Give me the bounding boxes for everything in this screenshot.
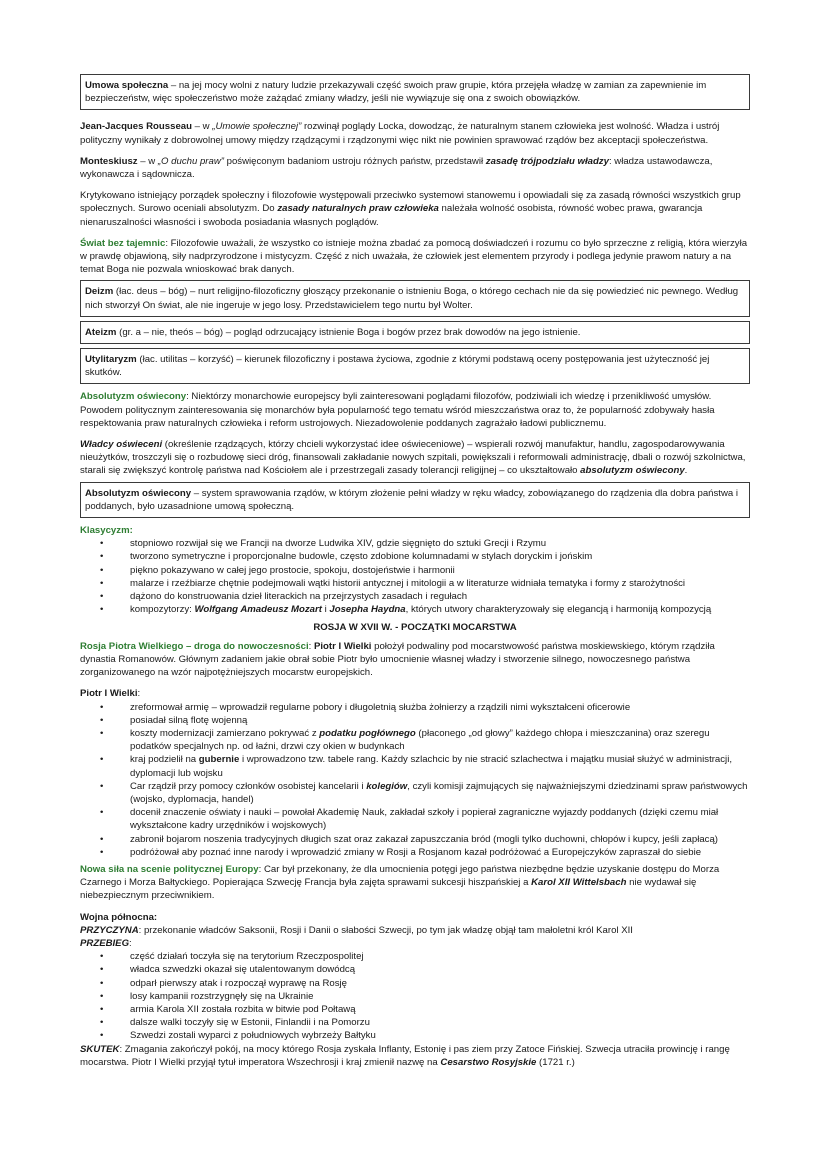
subheading-wojna: Wojna północna: [80,911,158,923]
text: – w [137,155,158,167]
list-item: • tworzono symetryczne i proporcjonalne budowle, często zdobione kolumnadami w stylach doryckim i jońskim [118,550,750,563]
text: : Niektórzy monarchowie europejscy byli zainteresowani poglądami filozofów, podziwiali ich wiedzę i przenikliwość umysłów. Powodem politycznym zainteresowania się monarchów była popularność tego tematu wśród mieszczaństwa oraz to, że popularność zdobywały hasła respektowania praw naturalnych człowieka i reform ustrojowych. Niezadowolenie poddanych zagrażało ładowi publicznemu. [80,391,715,429]
definition-box-absolutyzm [80,482,750,518]
list-piotr [80,701,750,859]
paragraph-swiat [80,237,750,277]
name: Jean-Jacques Rousseau [80,121,192,133]
definition-box-ateizm [80,321,750,344]
work-title: „O duchu praw” [157,155,224,167]
term: Władcy oświeceni [80,439,163,451]
name: Monteskiusz [80,155,138,167]
term: zasady naturalnych praw człowieka [277,203,439,215]
text: poświęconym badaniom ustroju różnych państw, przedstawił [223,155,486,167]
text: koszty modernizacji zamierzano pokrywać z [130,727,320,739]
paragraph-rosja [80,640,750,680]
term: Umowa społeczna [85,80,169,91]
text: i [321,604,330,616]
text: rozwinął poglądy Locka, dowodząc, że naturalnym stanem człowieka jest wolność. Władza i ustrój polityczny wynikały z dobrowolnej umowy między rządzącymi i rządzonymi więc nikt nie powinien sprawować rządów bez akceptacji społeczeństwa. [80,121,720,146]
definition-box-utylitaryzm [80,348,750,384]
text: : [137,688,141,700]
text: Krytykowano istniejący porządek społeczny i filozofowie występowali przeciwko systemowi stanowemu i opowiadali się za zasadą równości wszystkich grup społecznych. Surowo oceniali absolutyzm. Do [80,190,741,215]
skutek-line [80,1043,750,1069]
text: nie wydawał się niebezpiecznym przeciwnikiem. [80,877,697,902]
term: Utylitaryzm [85,354,137,366]
label: PRZEBIEG [80,937,130,949]
term: kolegiów [366,780,408,792]
przebieg-line [80,937,750,950]
list-item: • armia Karola XII została rozbita w bitwie pod Połtawą [118,1003,750,1016]
paragraph-nowa-sila [80,863,750,903]
text: . [684,465,688,477]
text: i wprowadzono tzw. tabele rang. Każdy szlachcic by nie stracić szlachectwa i majątku musiał służyć w administracji, dyplomacji lub wojsku [130,754,732,779]
paragraph-krytyka [80,189,750,229]
label: PRZYCZYNA [80,924,139,936]
composer-name: Wolfgang Amadeusz Mozart [194,604,322,616]
text: położył podwaliny pod mocarstwowość państwa moskiewskiego, którym rządziła dynastia Romanowów. Głównym zadaniem jakie obrał sobie Piotr było umocnienie własnej władzy i stworzenie silnego, nowoczesnego państwa zorganizowanego na wzór najpotężniejszych mocarstw europejskich. [80,640,715,679]
text: , czyli komisji zajmujących się najważniejszymi dziedzinami spraw państwowych (wojsko, dyplomacja, handel) [130,780,748,805]
text: należała wolność osobista, równość wobec prawa, gwarancja nienaruszalności własności i swoboda posiadania własnych poglądów. [80,203,703,228]
definition-text: (gr. a – nie, theós – bóg) – pogląd odrzucający istnienie Boga i bogów przez brak dowodów na jego istnienie. [116,326,581,338]
list-item: • zabronił bojarom noszenia tradycyjnych długich szat oraz zakazał zapuszczania bród (mogli tylko duchowni, chłopów i kupcy, jeśli zapłacą) [118,833,750,846]
composer-name: Josepha Haydna [329,604,406,616]
list-item: • władca szwedzki okazał się utalentowanym dowódcą [118,963,750,976]
list-item: • stopniowo rozwijał się we Francji na dworze Ludwika XIV, gdzie sięgnięto do sztuki Grecji i Rzymu [118,537,750,550]
text: : przekonanie władców Saksonii, Rosji i Danii o słabości Szwecji, po tym jak władzę objął tam małoletni król Karol XII [138,924,633,936]
text: – w [191,121,213,133]
paragraph-monteskiusz [80,155,750,181]
label: SKUTEK [80,1043,120,1055]
subheading-piotr [80,687,750,700]
text: : Zmagania zakończył pokój, na mocy którego Rosja zyskała Inflanty, Estonię i pas ziem przy Zatoce Fińskiej. Szwecja utraciła prowincję i rangę mocarstwa. Piotr I Wielki przyjął tytuł imperatora Wszechrosji i kraj zmienił nazwę na [80,1043,730,1068]
list-item: • odparł pierwszy atak i rozpoczął wyprawę na Rosję [118,977,750,990]
list-item: • docenił znaczenie oświaty i nauki – powołał Akademię Nauk, zakładał szkoły i popierał zagraniczne wyjazdy poddanych (dzięki czemu miał wykształcone kadry urzędników i wojskowych) [118,806,750,832]
term: absolutyzm oświecony [580,465,685,477]
list-item [118,753,750,779]
definition-text: (łac. deus – bóg) – nurt religijno-filozoficzny głoszący przekonanie o istnieniu Boga, o którego cechach nie da się powiedzieć nic pewnego. Według nich stworzył On świat, ale nie ingeruje w jego losy. Przedstawicielem tego nurtu był Wolter. [85,286,739,311]
text: , których utwory charakteryzowały się elegancją i harmoniją kompozycją [405,604,712,616]
work-title: „Umowie społecznej” [212,121,302,133]
list-item: • posiadał silną flotę wojenną [118,714,750,727]
section-heading-klasycyzm: Klasycyzm: [80,525,133,537]
list-item: • dalsze walki toczyły się w Estonii, Finlandii i na Pomorzu [118,1016,750,1029]
list-item [118,603,750,616]
text: : władza ustawodawcza, wykonawcza i sądownicza. [80,155,713,181]
text: (płaconego „od głowy” każdego chłopa i mieszczanina) oraz szeregu podatków specjalnych np. od łaźni, drzwi czy okien w budynkach [130,727,710,753]
definition-text: – system sprawowania rządów, w którym złożenie pełni władzy w ręku władcy, zobowiązanego do rządzenia dla dobra państwa i poddanych, było uzasadnione umową społeczną. [85,487,739,512]
definition-text: – na jej mocy wolni z natury ludzie przekazywali część swoich praw grupie, która przejęła władzę w zamian za zapewnienie im bezpieczeństw, więc społeczeństwo może zażądać zmiany władzy, jeśli nie wywiązuje się ona z swoich obowiązków. [85,80,707,105]
list-item [118,727,750,753]
chapter-title: ROSJA W XVII W. - POCZĄTKI MOCARSTWA [313,621,517,633]
list-item: • dążono do konstruowania dzieł literackich na przejrzystych zasadach i regułach [118,590,750,603]
list-przebieg [80,950,750,1042]
list-item: • losy kampanii rozstrzygnęły się na Ukrainie [118,990,750,1003]
term: Absolutyzm oświecony [85,487,192,499]
term: Deizm [85,286,114,298]
term: zasadę trójpodziału władzy [485,155,609,167]
list-item: • malarze i rzeźbiarze chętnie podejmowali wątki historii antycznej i mitologii a w literaturze widniała tematyka i formy z starożytności [118,577,750,590]
text: : Filozofowie uważali, że wszystko co istnieje można zbadać za pomocą doświadczeń i rozumu co było sprzeczne z religią, która wierzyła w prawdę objawioną, siły nadprzyrodzone i mistycyzm. Część z nich uważała, że człowiek jest elementem przyrody i podlega jedynie prawom natury a na temat Boga nie pozwala wnioskować brak danych. [80,237,748,276]
text: : Car był przekonany, że dla umocnienia potęgi jego państwa niezbędne będzie uzyskanie dostępu do Morza Czarnego i Morza Bałtyckiego. Popierająca Szwecję Francja była zajęta sprawami sukcesji hiszpańskiej a [80,863,720,889]
section-heading: Rosja Piotra Wielkiego – droga do nowoczesności [80,640,309,652]
section-heading: Świat bez tajemnic [80,237,166,249]
list-item: • podróżował aby poznać inne narody i wprowadzić zmiany w Rosji a Rosjanom kazał podróżować a Europejczyków zapraszał do siebie [118,846,750,859]
text: (1721 r.) [536,1056,575,1068]
text: kompozytorzy: [130,604,195,616]
term: Ateizm [85,326,117,338]
section-heading: Nowa siła na scenie politycznej Europy [80,863,259,875]
list-item: • piękno pokazywano w całej jego prostocie, spokoju, dostojeństwie i harmonii [118,564,750,577]
list-item: • zreformował armię – wprowadził regularne pobory i długoletnią służba żołnierzy a rządzili nimi wykształceni oficerowie [118,701,750,714]
text: kraj podzielił na [130,754,199,766]
list-item: • Szwedzi zostali wyparci z południowych wybrzeży Bałtyku [118,1029,750,1042]
text: Car rządził przy pomocy członków osobistej kancelarii i [130,780,367,792]
text: : [129,937,132,949]
list-klasycyzm [80,537,750,616]
term: Karol XII Wittelsbach [531,877,627,889]
term: gubernie [198,754,240,766]
paragraph-rousseau [80,120,750,146]
document-page [80,74,750,1069]
przyczyna-line [80,924,750,937]
heading-text: Piotr I Wielki [80,688,138,700]
definition-box-umowa [80,74,750,110]
list-item [118,780,750,806]
definition-text: (łac. utilitas – korzyść) – kierunek filozoficzny i postawa życiowa, zgodnie z którymi podstawą oceny postępowania jest użyteczność jej skutków. [85,354,710,379]
paragraph-absolutyzm [80,390,750,430]
name: Piotr I Wielki [313,640,372,652]
paragraph-wladcy [80,438,750,478]
list-item: • część działań toczyła się na terytorium Rzeczpospolitej [118,950,750,963]
text: : [308,640,314,652]
definition-box-deizm [80,280,750,316]
term: Cesarstwo Rosyjskie [440,1056,537,1068]
text: (określenie rządzących, którzy chcieli wykorzystać idee oświeceniowe) – wspierali rozwój manufaktur, handlu, zagospodarowywania nieużytków, troszczyli się o rozbudowę sieci dróg, finansowali zakładanie nowych szpitali, powiększali i reformowali administrację, dbali o rozwój szkolnictwa, starali się zwiększyć kontrolę państwa nad Kościołem ale i przestrzegali zasady tolerancji religijnej – co ukształtowało [80,439,746,477]
section-heading: Absolutyzm oświecony [80,391,187,403]
term: podatku pogłównego [319,727,416,739]
